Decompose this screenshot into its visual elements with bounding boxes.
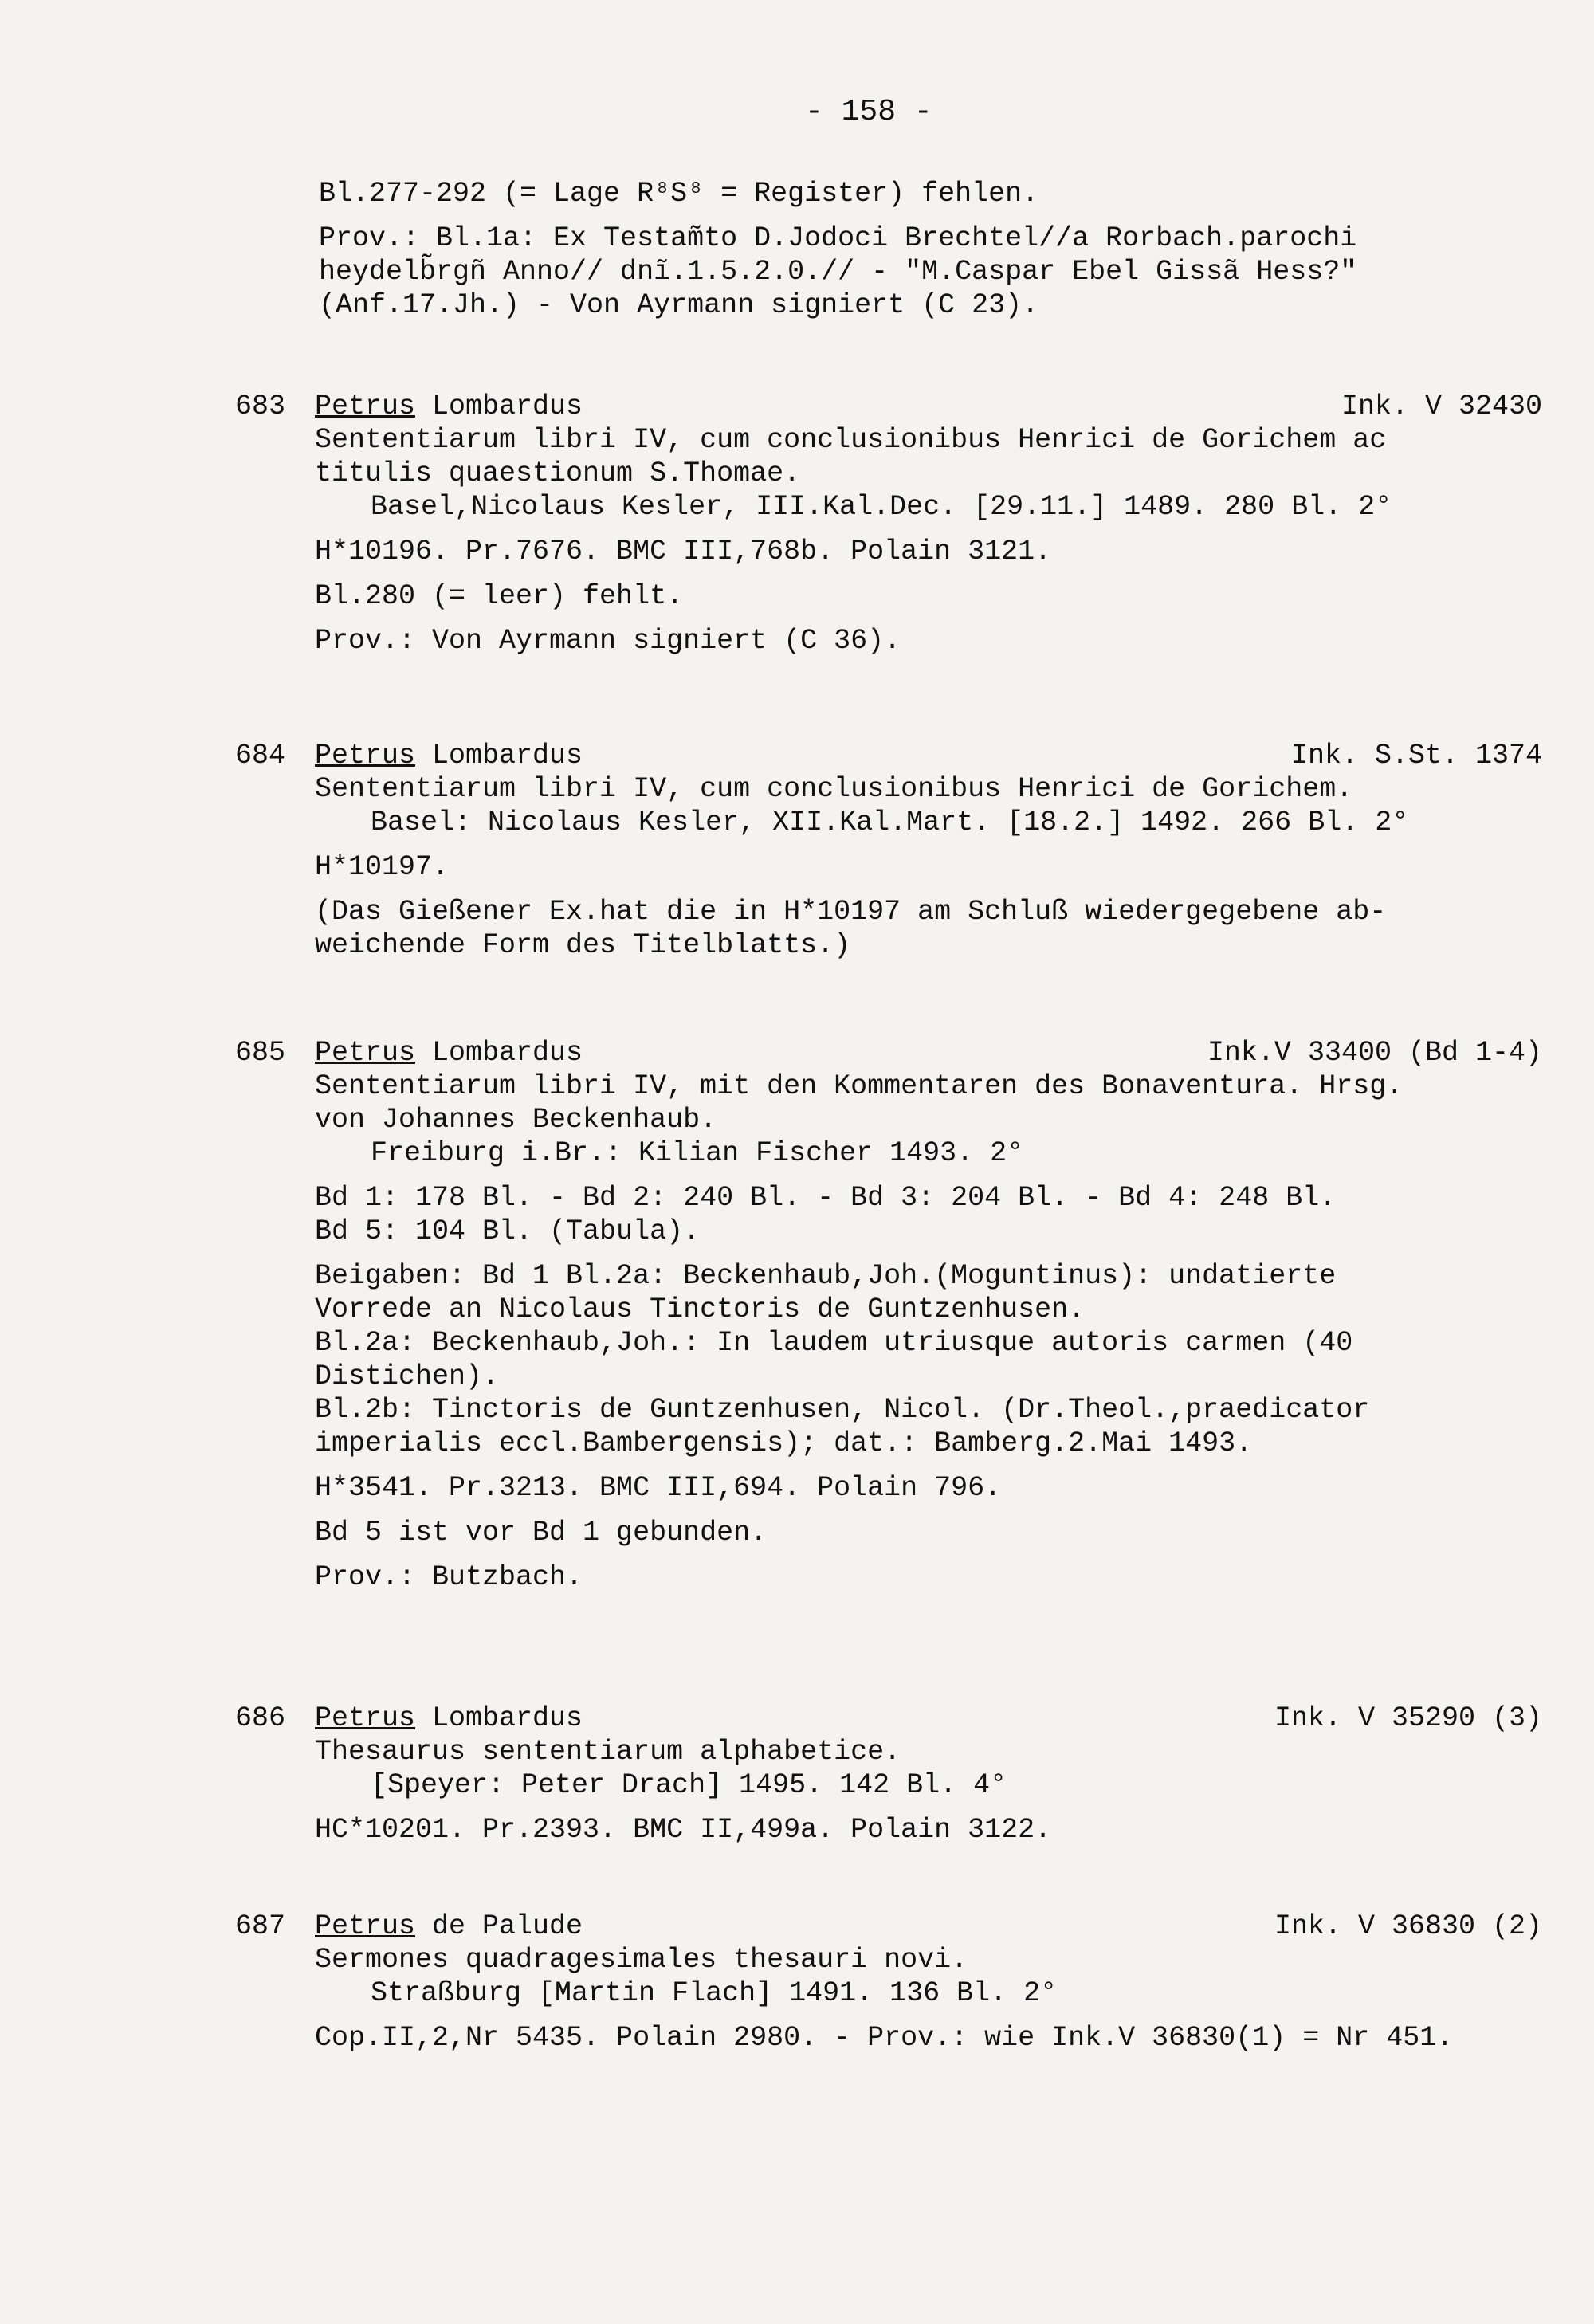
references-line: H*10197.	[315, 851, 450, 883]
provenance-line: heydelb̃rgñ Anno// dnĩ.1.5.2.0.// - "M.Caspar Ebel Gissã Hess?"	[319, 256, 1357, 288]
author-name	[315, 390, 583, 423]
title-line: von Johannes Beckenhaub.	[315, 1104, 717, 1136]
entry-heading	[315, 1910, 1542, 1943]
previous-entry-continuation	[319, 177, 1538, 322]
title-line: Sermones quadragesimales thesauri novi.	[315, 1944, 968, 1976]
note-line: Bl.280 (= leer) fehlt.	[315, 580, 684, 612]
entry-heading	[315, 390, 1542, 423]
entry-body	[315, 1910, 1542, 2055]
author-first-name: Petrus	[315, 1037, 416, 1069]
entry-number: 685	[235, 1037, 286, 1069]
provenance-line: Prov.: Bl.1a: Ex Testam̃to D.Jodoci Brechtel//a Rorbach.parochi	[319, 222, 1357, 254]
beigaben-line: Vorrede an Nicolaus Tinctoris de Guntzenhusen.	[315, 1294, 1086, 1325]
references-line: H*10196. Pr.7676. BMC III,768b. Polain 3121.	[315, 536, 1052, 567]
note-line: weichende Form des Titelblatts.)	[315, 929, 851, 961]
entry-number: 686	[235, 1702, 286, 1734]
note-line: Bd 5 ist vor Bd 1 gebunden.	[315, 1517, 768, 1549]
beigaben-line: Bl.2a: Beckenhaub,Joh.: In laudem utriusque autoris carmen (40	[315, 1327, 1353, 1359]
references-line: HC*10201. Pr.2393. BMC II,499a. Polain 3122.	[315, 1814, 1052, 1846]
imprint-line: Basel: Nicolaus Kesler, XII.Kal.Mart. [18.2.] 1492. 266 Bl. 2°	[371, 807, 1409, 838]
extent-line: Bd 5: 104 Bl. (Tabula).	[315, 1215, 701, 1247]
provenance-line: Prov.: Von Ayrmann signiert (C 36).	[315, 625, 901, 657]
provenance-line: Prov.: Butzbach.	[315, 1561, 583, 1593]
author-surname: Lombardus	[415, 740, 583, 771]
shelfmark: Ink. V 35290 (3)	[1274, 1702, 1542, 1734]
title-line: Sententiarum libri IV, mit den Kommentaren des Bonaventura. Hrsg.	[315, 1070, 1404, 1102]
entry-heading	[315, 1036, 1542, 1070]
author-surname: Lombardus	[415, 391, 583, 422]
entry-heading	[315, 739, 1542, 772]
title-line: Sententiarum libri IV, cum conclusionibus Henrici de Gorichem.	[315, 773, 1353, 805]
references-line: H*3541. Pr.3213. BMC III,694. Polain 796.	[315, 1472, 1002, 1504]
extent-line: Bd 1: 178 Bl. - Bd 2: 240 Bl. - Bd 3: 204 Bl. - Bd 4: 248 Bl.	[315, 1182, 1337, 1214]
imprint-line: Freiburg i.Br.: Kilian Fischer 1493. 2°	[371, 1137, 1024, 1169]
author-name	[315, 1910, 583, 1943]
author-name	[315, 1036, 583, 1070]
author-name	[315, 1702, 583, 1735]
entry-body	[315, 1036, 1542, 1594]
references-line: Cop.II,2,Nr 5435. Polain 2980. - Prov.: wie Ink.V 36830(1) = Nr 451.	[315, 2022, 1454, 2054]
title-line: Thesaurus sententiarum alphabetice.	[315, 1736, 901, 1768]
beigaben-line: Beigaben: Bd 1 Bl.2a: Beckenhaub,Joh.(Moguntinus): undatierte	[315, 1260, 1337, 1292]
entry-body	[315, 390, 1542, 658]
entry-number: 687	[235, 1910, 286, 1942]
entry-number: 683	[235, 391, 286, 422]
author-surname: Lombardus	[415, 1037, 583, 1069]
note-line: (Das Gießener Ex.hat die in H*10197 am Schluß wiedergegebene ab-	[315, 896, 1387, 928]
entry-number: 684	[235, 740, 286, 771]
author-first-name: Petrus	[315, 391, 416, 422]
author-name	[315, 739, 583, 772]
note-line: Bl.277-292 (= Lage R⁸S⁸ = Register) fehlen.	[319, 178, 1039, 210]
imprint-line: Straßburg [Martin Flach] 1491. 136 Bl. 2°	[371, 1977, 1058, 2009]
beigaben-line: Bl.2b: Tinctoris de Guntzenhusen, Nicol. (Dr.Theol.,praedicator	[315, 1394, 1370, 1426]
entry-body	[315, 1702, 1542, 1847]
shelfmark: Ink. V 36830 (2)	[1274, 1910, 1542, 1942]
author-first-name: Petrus	[315, 740, 416, 771]
shelfmark: Ink.V 33400 (Bd 1-4)	[1207, 1037, 1542, 1069]
shelfmark: Ink. V 32430	[1341, 391, 1542, 422]
title-line: Sententiarum libri IV, cum conclusionibus Henrici de Gorichem ac	[315, 424, 1387, 456]
author-surname: de Palude	[415, 1910, 583, 1942]
beigaben-line: Distichen).	[315, 1360, 500, 1392]
imprint-line: Basel,Nicolaus Kesler, III.Kal.Dec. [29.11.] 1489. 280 Bl. 2°	[371, 491, 1392, 523]
imprint-line: [Speyer: Peter Drach] 1495. 142 Bl. 4°	[371, 1769, 1007, 1801]
beigaben-line: imperialis eccl.Bambergensis); dat.: Bamberg.2.Mai 1493.	[315, 1427, 1253, 1459]
author-surname: Lombardus	[415, 1702, 583, 1734]
author-first-name: Petrus	[315, 1910, 416, 1942]
shelfmark: Ink. S.St. 1374	[1290, 740, 1542, 771]
author-first-name: Petrus	[315, 1702, 416, 1734]
title-line: titulis quaestionum S.Thomae.	[315, 457, 801, 489]
entry-body	[315, 739, 1542, 962]
page-number: - 158 -	[805, 95, 932, 129]
provenance-line: (Anf.17.Jh.) - Von Ayrmann signiert (C 23).	[319, 289, 1039, 321]
entry-heading	[315, 1702, 1542, 1735]
